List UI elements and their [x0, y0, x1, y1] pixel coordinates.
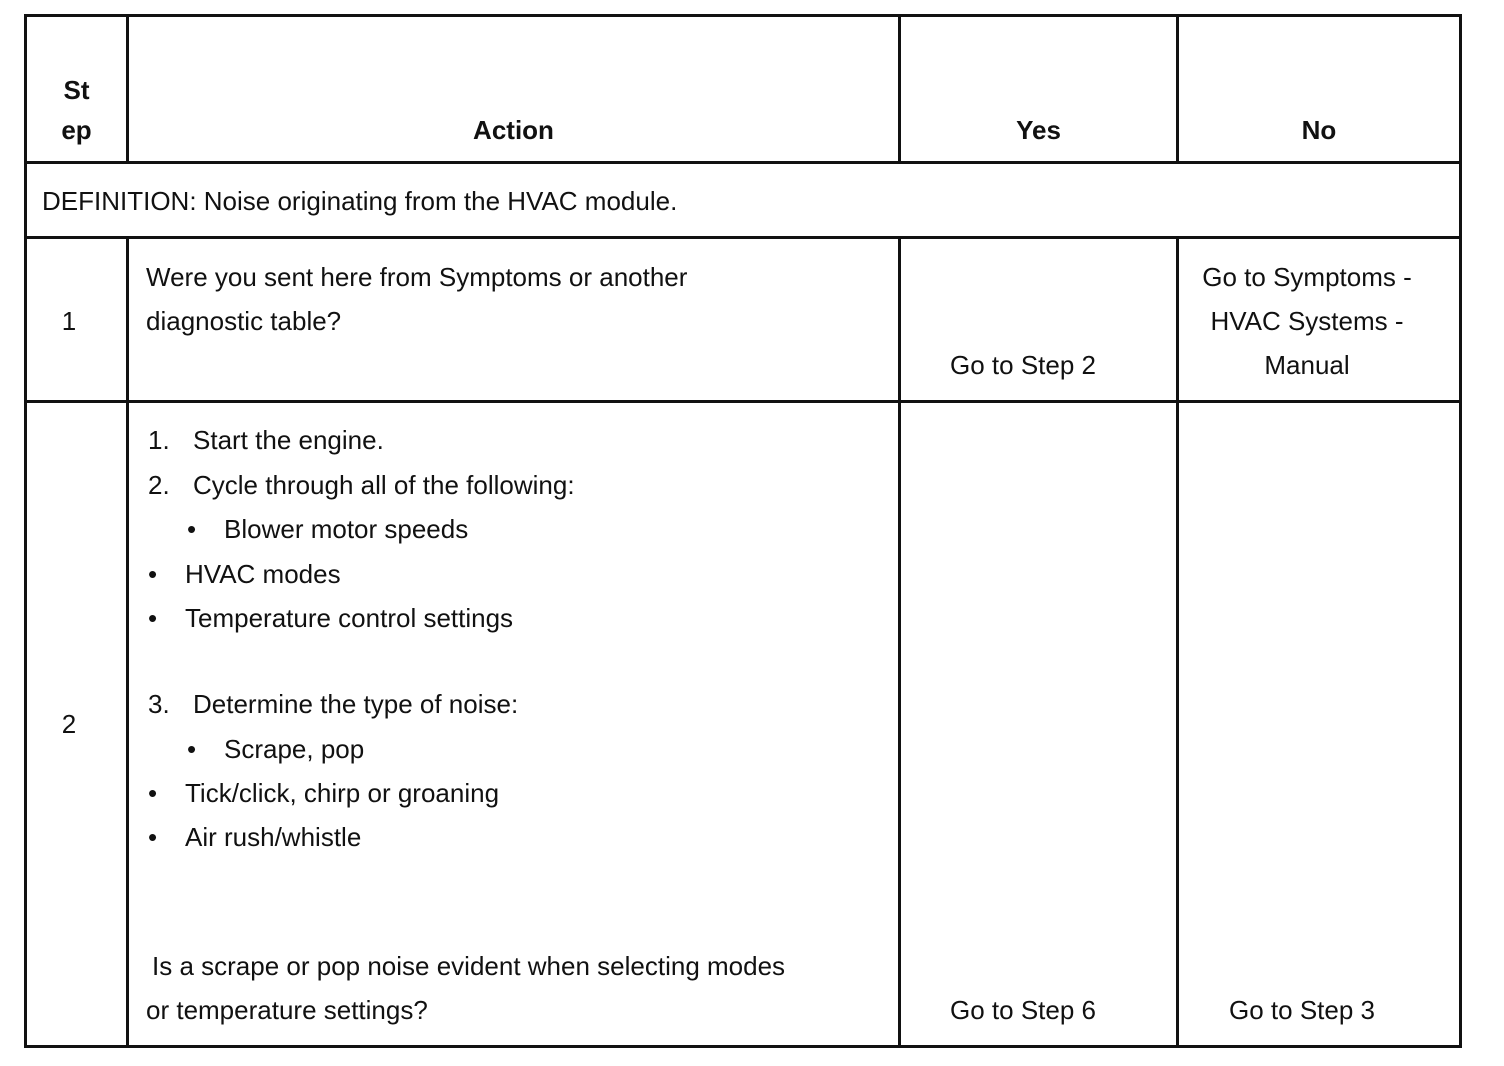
- header-step-line2: ep: [61, 115, 92, 145]
- list-item-text: Determine the type of noise:: [193, 689, 519, 719]
- header-no: No: [1301, 115, 1337, 145]
- list-marker: 3.: [148, 689, 170, 719]
- bullet-marker: •: [148, 822, 158, 852]
- question-line: Is a scrape or pop noise evident when selecting modes: [152, 951, 786, 981]
- bullet-marker: •: [187, 514, 197, 544]
- list-item-text: Blower motor speeds: [224, 514, 469, 544]
- header-yes: Yes: [1016, 115, 1061, 145]
- table-border-bottom: [24, 1045, 1462, 1048]
- step-number: 2: [61, 709, 77, 739]
- table-border-left: [24, 14, 27, 1048]
- definition-divider: [24, 236, 1462, 239]
- header-step-line1: St: [63, 75, 90, 105]
- list-item-text: Tick/click, chirp or groaning: [185, 778, 500, 808]
- list-item-text: Temperature control settings: [185, 603, 514, 633]
- no-result-line: HVAC Systems -: [1210, 306, 1404, 336]
- list-item-text: Scrape, pop: [224, 734, 365, 764]
- question-line: or temperature settings?: [146, 995, 428, 1025]
- list-item-text: HVAC modes: [185, 559, 341, 589]
- no-result: Go to Step 3: [1229, 995, 1375, 1025]
- bullet-marker: •: [148, 559, 158, 589]
- yes-result: Go to Step 6: [950, 995, 1096, 1025]
- no-result-line: Go to Symptoms -: [1202, 262, 1412, 292]
- bullet-marker: •: [148, 603, 158, 633]
- yes-result: Go to Step 2: [950, 350, 1096, 380]
- no-result-line: Manual: [1264, 350, 1350, 380]
- list-marker: 1.: [148, 425, 170, 455]
- action-line: Were you sent here from Symptoms or another: [146, 262, 688, 292]
- list-item-text: Cycle through all of the following:: [193, 470, 575, 500]
- bullet-marker: •: [148, 778, 158, 808]
- row-1-divider: [24, 400, 1462, 403]
- bullet-marker: •: [187, 734, 197, 764]
- header-divider: [24, 161, 1462, 164]
- table-border-right: [1459, 14, 1462, 1048]
- list-item-text: Start the engine.: [193, 425, 384, 455]
- action-line: diagnostic table?: [146, 306, 342, 336]
- definition-text: DEFINITION: Noise originating from the HVAC module.: [42, 186, 678, 216]
- list-marker: 2.: [148, 470, 170, 500]
- list-item-text: Air rush/whistle: [185, 822, 362, 852]
- header-action: Action: [473, 115, 554, 145]
- column-divider-step: [126, 236, 129, 1048]
- step-number: 1: [61, 306, 77, 336]
- table-border-top: [24, 14, 1462, 17]
